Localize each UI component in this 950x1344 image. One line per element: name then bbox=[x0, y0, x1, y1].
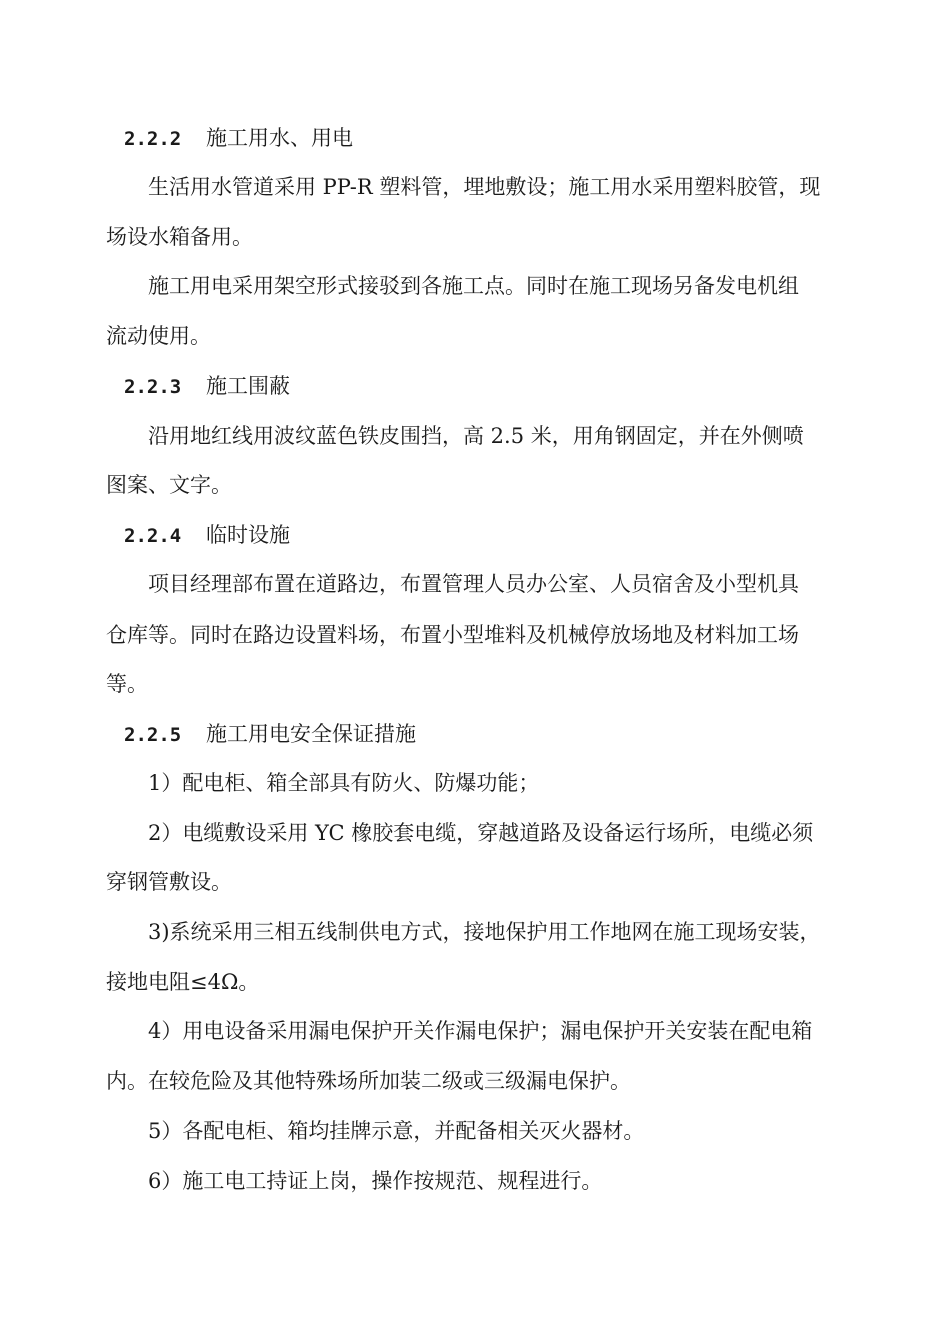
paragraph-line: 生活用水管道采用 PP-R 塑料管，埋地敷设；施工用水采用塑料胶管，现 bbox=[148, 175, 821, 199]
list-item-line: 5）各配电柜、箱均挂牌示意，并配备相关灭火器材。 bbox=[148, 1119, 645, 1143]
list-item-line: 3)系统采用三相五线制供电方式，接地保护用工作地网在施工现场安装， bbox=[148, 920, 821, 944]
section-title: 施工围蔽 bbox=[206, 374, 290, 398]
section-number: 2.2.5 bbox=[124, 724, 182, 746]
list-item-line: 穿钢管敷设。 bbox=[106, 870, 232, 894]
paragraph-line: 流动使用。 bbox=[106, 324, 211, 348]
section-title: 临时设施 bbox=[206, 523, 290, 547]
list-item-line: 1）配电柜、箱全部具有防火、防爆功能； bbox=[148, 771, 540, 795]
paragraph-line: 图案、文字。 bbox=[106, 473, 232, 497]
section-number: 2.2.3 bbox=[124, 376, 182, 398]
section-number: 2.2.2 bbox=[124, 128, 182, 150]
section-heading-2-2-3 bbox=[124, 371, 290, 401]
list-item-line: 接地电阻≤4Ω。 bbox=[106, 970, 260, 994]
list-item-line: 6）施工电工持证上岗，操作按规范、规程进行。 bbox=[148, 1169, 603, 1193]
paragraph-line: 等。 bbox=[106, 672, 148, 696]
section-heading-2-2-4 bbox=[124, 520, 290, 550]
list-item-line: 内。在较危险及其他特殊场所加装二级或三级漏电保护。 bbox=[106, 1069, 631, 1093]
list-item-line: 2）电缆敷设采用 YC 橡胶套电缆，穿越道路及设备运行场所，电缆必须 bbox=[148, 821, 814, 845]
paragraph-line: 沿用地红线用波纹蓝色铁皮围挡，高 2.5 米，用角钢固定，并在外侧喷 bbox=[148, 424, 804, 448]
section-title: 施工用电安全保证措施 bbox=[206, 722, 416, 746]
section-title: 施工用水、用电 bbox=[206, 126, 353, 150]
section-heading-2-2-2 bbox=[124, 123, 353, 153]
paragraph-line: 项目经理部布置在道路边，布置管理人员办公室、人员宿舍及小型机具 bbox=[148, 572, 799, 596]
paragraph-line: 仓库等。同时在路边设置料场，布置小型堆料及机械停放场地及材料加工场 bbox=[106, 623, 799, 647]
paragraph-line: 施工用电采用架空形式接驳到各施工点。同时在施工现场另备发电机组 bbox=[148, 274, 799, 298]
list-item-line: 4）用电设备采用漏电保护开关作漏电保护；漏电保护开关安装在配电箱 bbox=[148, 1019, 813, 1043]
section-heading-2-2-5 bbox=[124, 719, 416, 749]
paragraph-line: 场设水箱备用。 bbox=[106, 225, 253, 249]
section-number: 2.2.4 bbox=[124, 525, 182, 547]
